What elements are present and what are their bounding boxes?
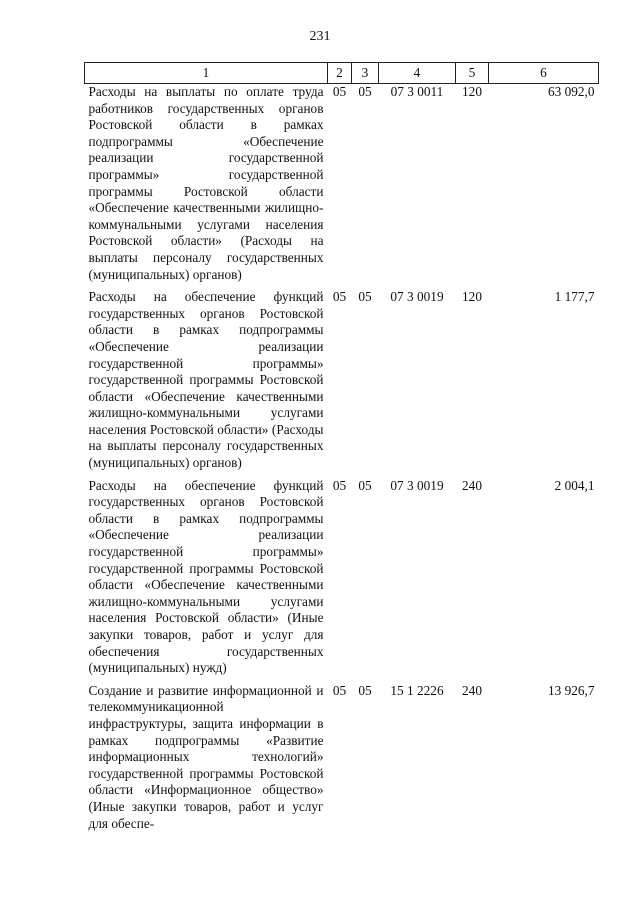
section-code: 05 <box>332 477 347 493</box>
page-number: 231 <box>309 29 331 44</box>
subsection-code: 05 <box>358 477 372 493</box>
table-row <box>85 289 599 478</box>
expense-description: Расходы на обеспечение функций государственных органов Ростовской области в рамках подпрограммы «Обеспечение реализации государственной программы» государственной программы Ростовской области «Обеспечение качественными жилищно-коммунальными услугами населения Ростовской области» (Иные закупки товаров, работ и услуг для обеспечения государственных (муниципальных) нужд) <box>88 477 324 676</box>
section-code: 05 <box>332 84 347 99</box>
subsection-code: 05 <box>358 289 372 305</box>
target-article-code: 07 3 0019 <box>390 477 444 493</box>
column-header: 4 <box>379 63 456 84</box>
amount: 63 092,0 <box>547 84 595 99</box>
subsection-code: 05 <box>358 682 372 698</box>
column-header: 5 <box>456 63 489 84</box>
section-code: 05 <box>332 289 347 305</box>
subsection-code: 05 <box>358 84 372 99</box>
target-article-code: 15 1 2226 <box>390 682 444 698</box>
expense-type-code: 240 <box>462 682 482 698</box>
column-header: 2 <box>328 63 352 84</box>
amount: 2 004,1 <box>554 477 595 493</box>
target-article-code: 07 3 0019 <box>390 289 444 305</box>
column-header: 1 <box>85 63 328 84</box>
expense-description: Расходы на выплаты по оплате труда работников государственных органов Ростовской области в рамках подпрограммы «Обеспечение реализации государственной программы» государственной программы Ростовской области «Обеспечение качественными жилищно-коммунальными услугами населения Ростовской области» (Расходы на выплаты персоналу государственных (муниципальных) органов) <box>88 84 324 282</box>
table-row <box>85 84 599 290</box>
expense-type-code: 120 <box>462 289 482 305</box>
budget-table <box>84 62 599 838</box>
section-code: 05 <box>332 682 347 698</box>
table-row <box>85 683 599 838</box>
column-header: 3 <box>352 63 379 84</box>
table-header-row <box>85 63 599 84</box>
column-header: 6 <box>489 63 599 84</box>
expense-type-code: 120 <box>462 84 482 99</box>
amount: 13 926,7 <box>547 682 595 698</box>
expense-type-code: 240 <box>462 477 482 493</box>
expense-description: Расходы на обеспечение функций государственных органов Ростовской области в рамках подпрограммы «Обеспечение реализации государственной программы» государственной программы Ростовской области «Обеспечение качественными жилищно-коммунальными услугами населения Ростовской области» (Расходы на выплаты персоналу государственных (муниципальных) органов) <box>88 289 324 471</box>
expense-description: Создание и развитие информационной и телекоммуникационной инфраструктуры, защита информации в рамках подпрограммы «Развитие информационных технологий» государственной программы Ростовской области «Информационное общество» (Иные закупки товаров, работ и услуг для обеспе- <box>88 682 324 831</box>
target-article-code: 07 3 0011 <box>390 84 444 99</box>
amount: 1 177,7 <box>554 289 595 305</box>
table-row <box>85 478 599 683</box>
